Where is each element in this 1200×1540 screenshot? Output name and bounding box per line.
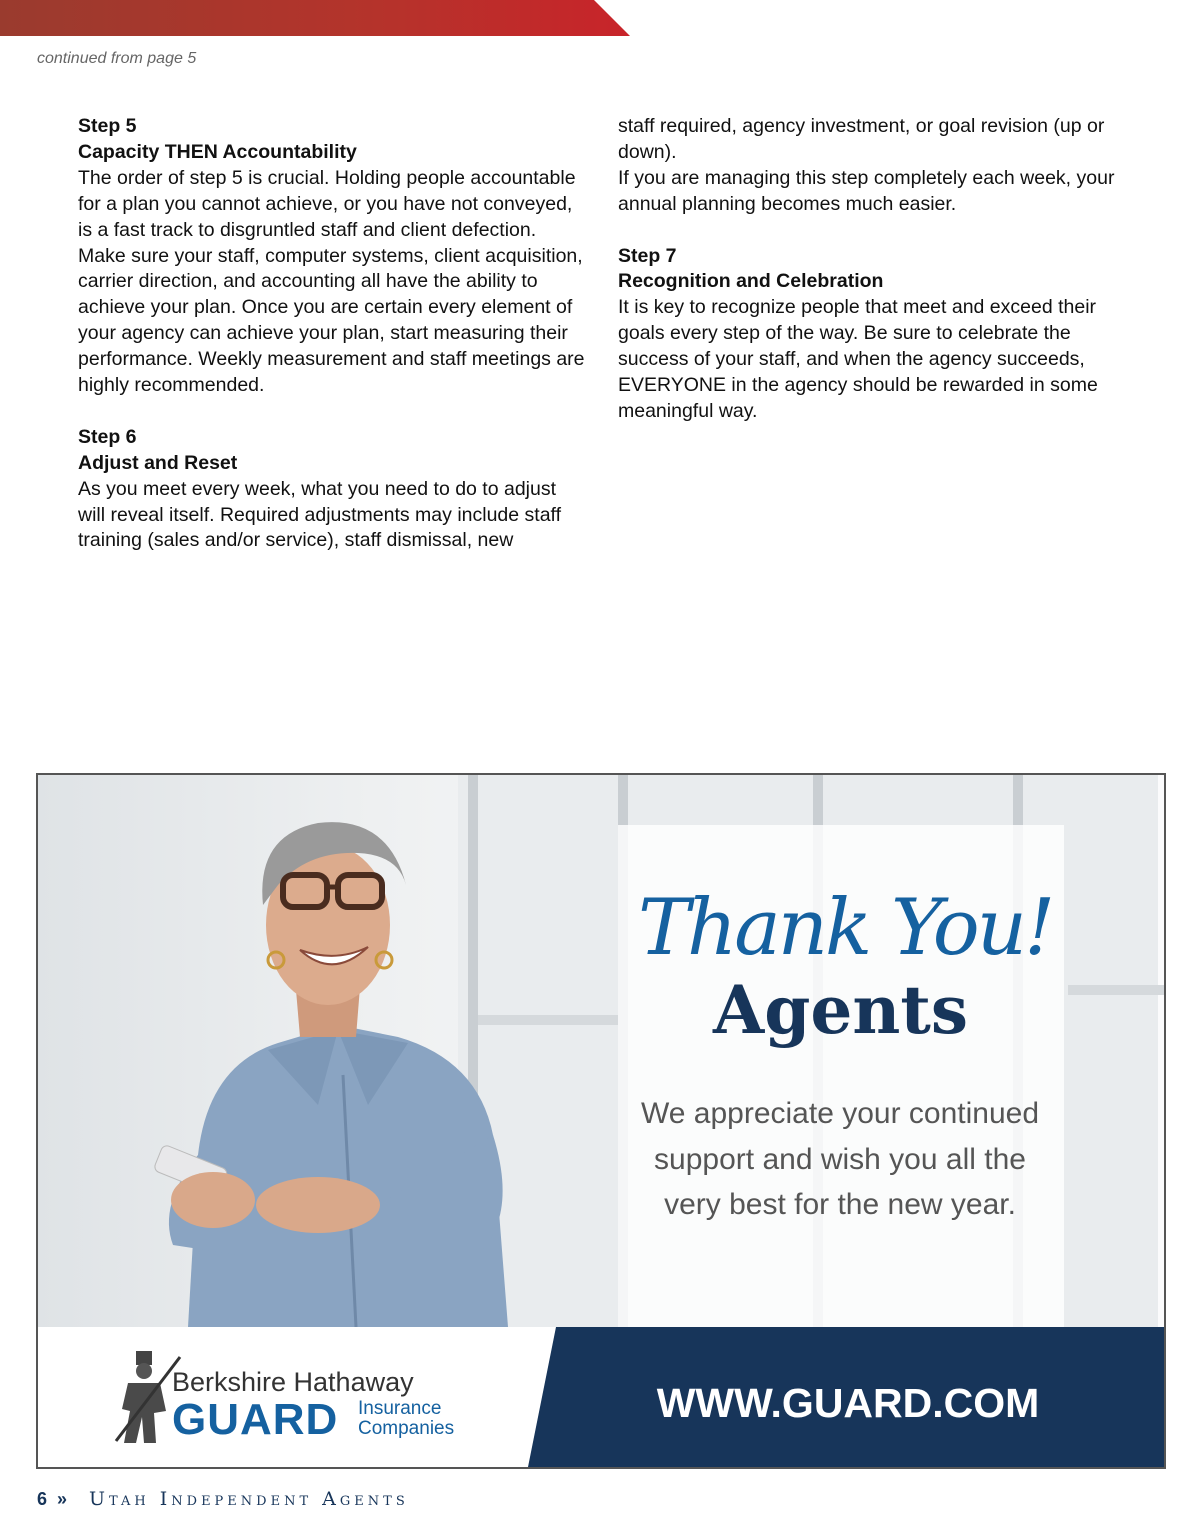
guard-advertisement [36, 773, 1166, 1469]
brand-guard-wordmark: GUARD [172, 1395, 339, 1444]
body-paragraph: As you meet every week, what you need to do to adjust will reveal itself. Required adjustments may include staff training (sales and/or service), staff dismissal, new [78, 477, 562, 552]
body-paragraph: staff required, agency investment, or goal revision (up or down). [618, 115, 1105, 163]
article-column-right [618, 114, 1138, 425]
article-column-left [78, 114, 588, 554]
paragraph-gap [78, 399, 588, 425]
brand-insurance-companies [358, 1399, 454, 1439]
agents-heading: Agents [713, 971, 968, 1049]
brand-berkshire-hathaway: Berkshire Hathaway [172, 1367, 414, 1397]
body-paragraph: If you are managing this step completely each week, your annual planning becomes much easier. [618, 166, 1115, 215]
guard-website-link[interactable]: WWW.GUARD.COM [656, 1380, 1040, 1426]
step-heading: Step 5 [78, 115, 137, 137]
brand-sub-insurance: Insurance [358, 1398, 442, 1419]
appreciation-message: We appreciate your continued support and wish you all the very best for the new year. [640, 1097, 1040, 1221]
page-number: 6 [37, 1489, 48, 1509]
continued-note: continued from page 5 [37, 50, 197, 67]
publication-title: Utah Independent Agents [89, 1488, 409, 1510]
smiling-woman-illustration [38, 775, 638, 1327]
page-footer [37, 1488, 409, 1510]
office-background-photo [38, 775, 1164, 1327]
body-paragraph: It is key to recognize people that meet and exceed their goals every step of the way. Be sure to celebrate the success of your staff, and when the agency succeeds, EVERYONE in the agency should be rewarded in some meaningful way. [618, 296, 1098, 422]
body-paragraph: The order of step 5 is crucial. Holding people accountable for a plan you cannot achieve, or you have not conveyed, is a fast track to disgruntled staff and client defection. Make sure your staff, computer systems, client acquisition, carrier direction, and accounting all have the ability to achieve your plan. Once you are certain every element of your agency can achieve your plan, start measuring their performance. Weekly measurement and staff meetings are highly recommended. [78, 166, 585, 397]
step-heading: Step 7 [618, 244, 677, 267]
step-heading: Recognition and Celebration [618, 270, 884, 293]
step-heading: Capacity THEN Accountability [78, 140, 357, 163]
footer-separator-icon: » [57, 1489, 68, 1509]
window-transom [1068, 985, 1164, 995]
paragraph-gap [618, 218, 1138, 244]
brand-sub-companies: Companies [358, 1418, 455, 1439]
header-accent-bar [0, 0, 630, 36]
thank-you-heading: Thank You! [638, 883, 1053, 973]
step-heading: Adjust and Reset [78, 451, 238, 474]
step-heading: Step 6 [78, 425, 137, 448]
